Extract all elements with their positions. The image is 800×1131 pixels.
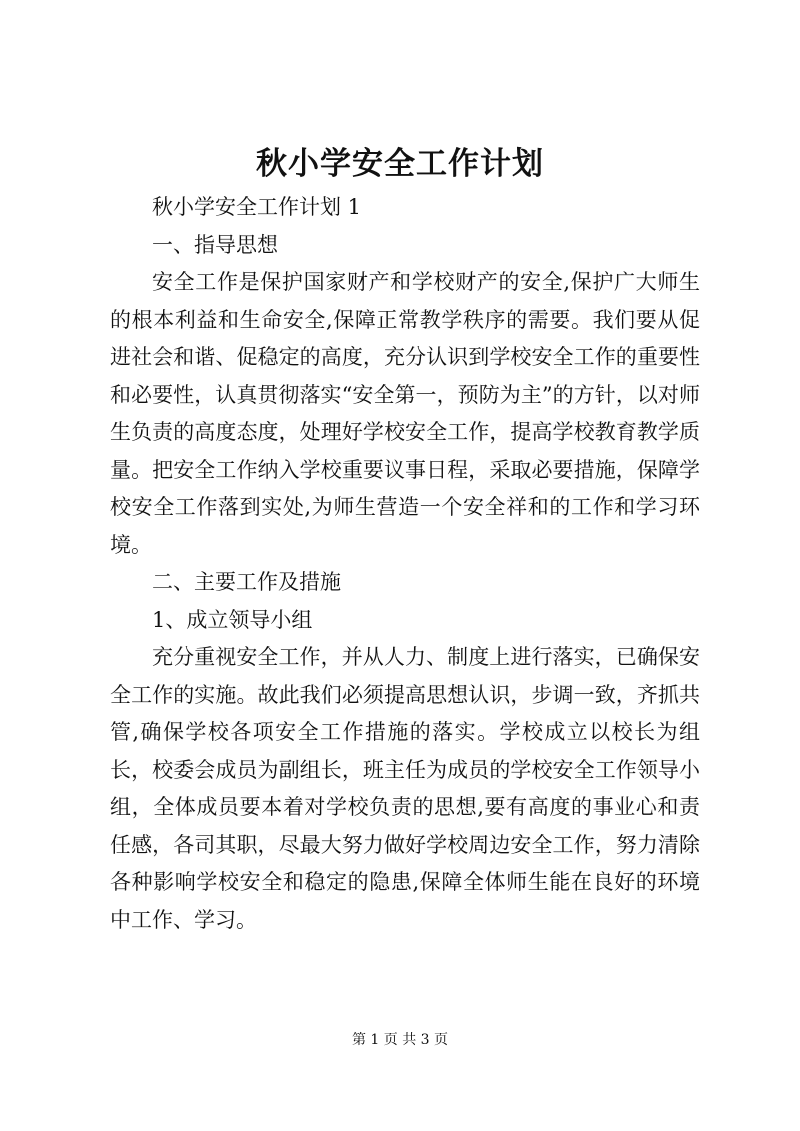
paragraph-subtitle: 秋小学安全工作计划 1 — [152, 195, 362, 219]
paragraph-heading-main-measures: 二、主要工作及措施 — [152, 570, 341, 594]
paragraph-guiding-ideology-body: 安全工作是保护国家财产和学校财产的安全,保护广大师生的根本利益和生命安全,保障正常教学秩序的需要。我们要从促进社会和谐、促稳定的高度，充分认识到学校安全工作的重要性和必要性，认真贯彻落实“安全第一，预防为主”的方针，以对师生负责的高度态度，处理好学校安全工作，提高学校教育教学质量。把安全工作纳入学校重要议事日程，采取必要措施，保障学校安全工作落到实处,为师生营造一个安全祥和的工作和学习环境。 — [110, 270, 700, 557]
document-body — [110, 189, 700, 939]
paragraph-heading-guiding-ideology: 一、指导思想 — [152, 232, 278, 257]
document-title: 秋小学安全工作计划 — [256, 146, 544, 182]
page-number-footer: 第 1 页 共 3 页 — [351, 1032, 449, 1048]
paragraph-heading-leadership-group: 1、成立领导小组 — [152, 607, 313, 632]
paragraph-leadership-group-body: 充分重视安全工作，并从人力、制度上进行落实，已确保安全工作的实施。故此我们必须提高思想认识，步调一致，齐抓共管,确保学校各项安全工作措施的落实。学校成立以校长为组长，校委会成员为副组长，班主任为成员的学校安全工作领导小组，全体成员要本着对学校负责的思想,要有高度的事业心和责任感，各司其职，尽最大努力做好学校周边安全工作，努力清除各种影响学校安全和稳定的隐患,保障全体师生能在良好的环境中工作、学习。 — [110, 645, 700, 932]
